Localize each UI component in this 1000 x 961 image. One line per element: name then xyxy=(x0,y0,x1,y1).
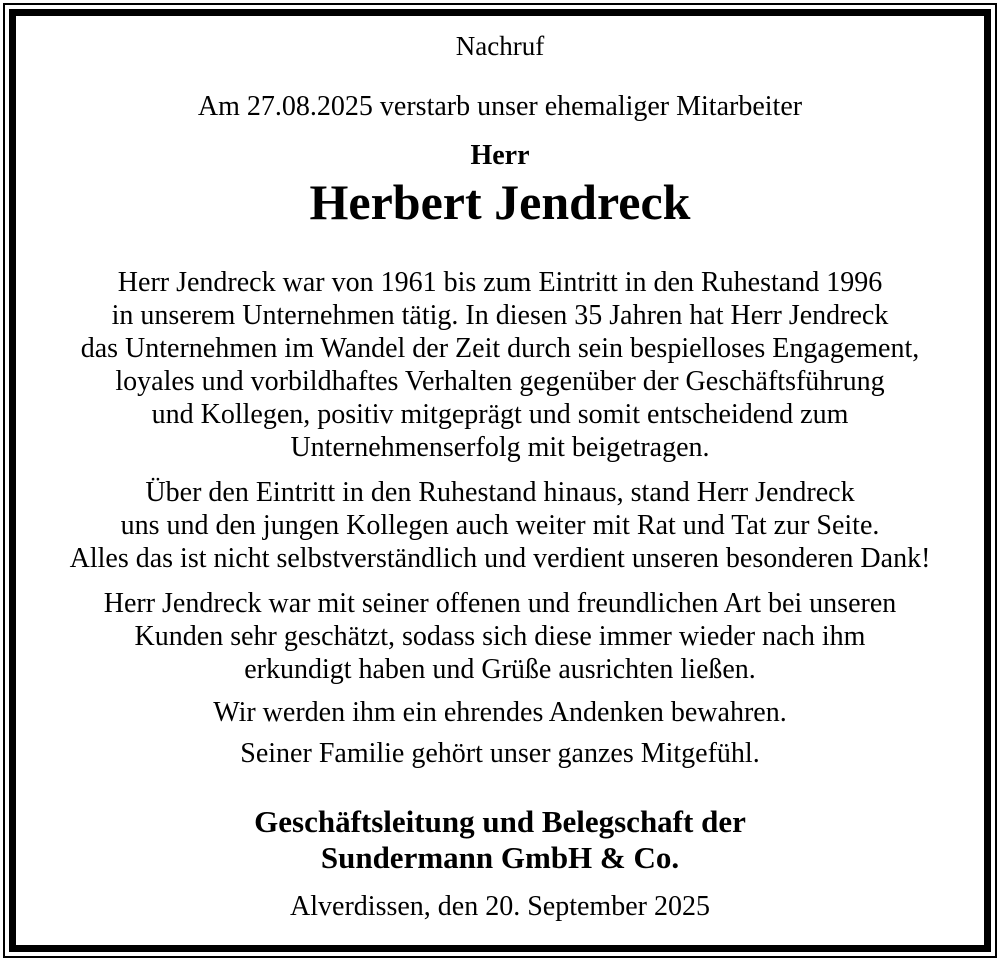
intro-line: Am 27.08.2025 verstarb unser ehemaliger Mitarbeiter xyxy=(197,91,803,122)
paragraph-line: Herr Jendreck war von 1961 bis zum Eintritt in den Ruhestand 1996 xyxy=(117,267,883,298)
paragraph-retirement xyxy=(16,476,984,575)
paragraph-career xyxy=(16,266,984,464)
paragraph-line: Herr Jendreck war mit seiner offenen und freundlichen Art bei unseren xyxy=(103,588,897,619)
paragraph-line: uns und den jungen Kollegen auch weiter mit Rat und Tat zur Seite. xyxy=(120,510,880,541)
paragraph-line: loyales und vorbildhaftes Verhalten gegenüber der Geschäftsführung xyxy=(115,366,885,397)
paragraph-line: Seiner Familie gehört unser ganzes Mitgefühl. xyxy=(240,738,760,769)
deceased-name: Herbert Jendreck xyxy=(309,174,691,230)
notice-kicker: Nachruf xyxy=(455,31,545,61)
paragraph-line: Alles das ist nicht selbstverständlich und verdient unseren besonderen Dank! xyxy=(69,543,931,574)
paragraph-line: Über den Eintritt in den Ruhestand hinaus, stand Herr Jendreck xyxy=(145,477,855,508)
salutation: Herr xyxy=(470,140,530,171)
paragraph-line: in unserem Unternehmen tätig. In diesen 35 Jahren hat Herr Jendreck xyxy=(111,300,889,331)
obituary-content xyxy=(16,16,984,945)
paragraph-line: Wir werden ihm ein ehrendes Andenken bewahren. xyxy=(213,697,787,728)
dateline: Alverdissen, den 20. September 2025 xyxy=(290,891,710,922)
paragraph-line: erkundigt haben und Grüße ausrichten ließen. xyxy=(244,654,756,685)
signature-block xyxy=(16,804,984,876)
paragraph-character xyxy=(16,587,984,686)
signature-line: Sundermann GmbH & Co. xyxy=(320,840,680,875)
paragraph-remembrance xyxy=(16,696,984,729)
signature-line: Geschäftsleitung und Belegschaft der xyxy=(254,804,746,839)
paragraph-line: das Unternehmen im Wandel der Zeit durch sein bespielloses Engagement, xyxy=(80,333,920,364)
paragraph-line: Unternehmenserfolg mit beigetragen. xyxy=(290,432,710,463)
paragraph-line: Kunden sehr geschätzt, sodass sich diese immer wieder nach ihm xyxy=(134,621,866,652)
paragraph-condolence xyxy=(16,737,984,770)
paragraph-line: und Kollegen, positiv mitgeprägt und somit entscheidend zum xyxy=(151,399,849,430)
